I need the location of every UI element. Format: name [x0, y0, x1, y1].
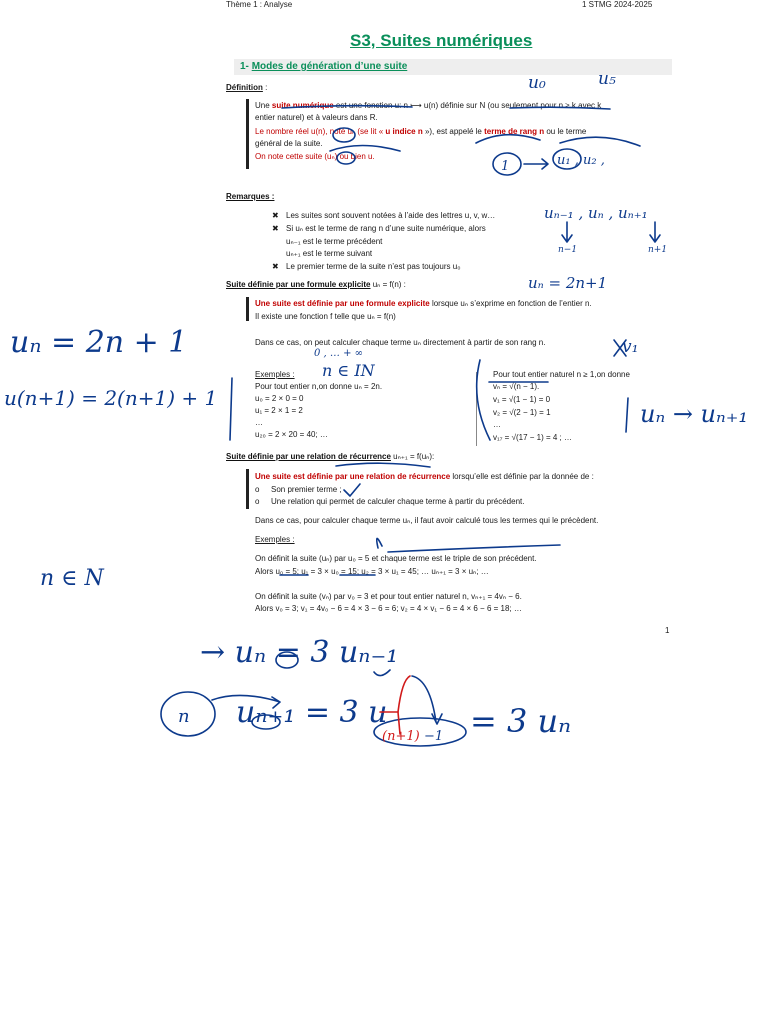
definition-line-1 — [255, 101, 601, 110]
hw-ranges: 0 , … + ∞ — [314, 348, 363, 359]
circle-bullet-icon: o — [255, 485, 260, 494]
remarque-4: uₙ₊₁ est le terme suivant — [286, 249, 373, 258]
explicite-heading: Suite définie par une formule explicite — [226, 280, 371, 289]
explicite-line-3: Dans ce cas, on peut calculer chaque terme uₙ directement à partir de son rang n. — [255, 338, 546, 347]
explicite-heading-row — [226, 280, 406, 289]
explicite-right-4: v₂ = √(2 − 1) = 1 — [493, 408, 551, 417]
page-number: 1 — [665, 626, 670, 635]
hw-recurrence-red: (n+1) — [382, 729, 420, 744]
def-l3c: »), est appelé le — [422, 127, 485, 136]
hw-nm1: n−1 — [558, 245, 578, 255]
def-l3d: terme de rang n — [484, 127, 545, 136]
header-class-year: 1 STMG 2024-2025 — [582, 0, 653, 9]
section-title — [240, 61, 407, 72]
explicite-line-1 — [255, 299, 592, 308]
rec-l1b: lorsqu’elle est définie par la donnée de : — [450, 472, 594, 481]
recurrence-examples-heading: Exemples : — [255, 535, 295, 544]
bullet-icon: ✖ — [272, 211, 279, 220]
def-l3e: ou le terme — [544, 127, 587, 136]
recurrence-line-2: Dans ce cas, pour calculer chaque terme uₙ, il faut avoir calculé tous les termes qui le précèdent. — [255, 516, 599, 525]
definition-bar — [246, 99, 249, 169]
section-heading: Modes de génération d’une suite — [251, 61, 408, 72]
examples-divider — [476, 372, 477, 446]
hw-np1: n+1 — [648, 245, 668, 255]
explicite-right-5: … — [493, 420, 501, 429]
explicite-right-3: v₁ = √(1 − 1) = 0 — [493, 395, 551, 404]
hw-recurrence-2: uₙ₊₁ = 3 u — [236, 695, 388, 730]
hw-arrow — [212, 695, 280, 708]
recurrence-example-1: On définit la suite (uₙ) par u₀ = 5 et chaque terme est le triple de son précédent. — [255, 554, 537, 563]
recurrence-item-2: Une relation qui permet de calculer chaque terme à partir du précédent. — [271, 497, 525, 506]
remarque-2: Si uₙ est le terme de rang n d’une suite numérique, alors — [286, 224, 486, 233]
hw-neighbours: uₙ₋₁ , uₙ , uₙ₊₁ — [544, 204, 648, 222]
explicite-left-4: … — [255, 418, 263, 427]
bullet-icon: ✖ — [272, 224, 279, 233]
remarque-3: uₙ₋₁ est le terme précédent — [286, 237, 383, 246]
explicite-bar — [246, 297, 249, 321]
circle-bullet-icon: o — [255, 497, 260, 506]
definition-line-2: entier naturel) et à valeurs dans R. — [255, 113, 378, 122]
def-l1b: suite numérique — [271, 101, 334, 110]
remarque-5: Le premier terme de la suite n’est pas toujours u₀ — [286, 262, 461, 271]
exp-l1a: Une suite est définie par une formule explicite — [255, 299, 430, 308]
hw-circle — [374, 718, 466, 746]
recurrence-example-4: Alors v₀ = 3; v₁ = 4v₀ − 6 = 4 × 3 − 6 = 6; v₂ = 4 × v₁ − 6 = 4 × 6 − 6 = 18; … — [255, 604, 522, 613]
explicite-heading-formula: uₙ = f(n) : — [370, 280, 406, 289]
recurrence-heading-formula: uₙ₊₁ = f(uₙ): — [390, 452, 435, 461]
def-l1a: Une — [255, 101, 272, 110]
hw-minus-1: −1 — [424, 729, 444, 744]
exp-l1b: lorsque uₙ s’exprime en fonction de l’entier n. — [429, 299, 592, 308]
explicite-left-1: Pour tout entier n,on donne uₙ = 2n. — [255, 382, 383, 391]
definition-heading: Définition — [226, 83, 263, 92]
def-l3a: Le nombre réel u(n), noté uₙ (se lit « — [255, 127, 386, 136]
explicite-right-2: vₙ = √(n − 1). — [493, 382, 540, 391]
hw-v1: v₁ — [622, 337, 639, 357]
explicite-right-6: v₁₇ = √(17 − 1) = 4 ; … — [493, 433, 572, 442]
hw-shifted-formula: u(n+1) = 2(n+1) + 1 — [4, 386, 218, 410]
section-number: 1- — [240, 61, 249, 72]
hw-n: n — [178, 706, 190, 727]
hw-recurrence-tail: = 3 uₙ — [470, 702, 572, 740]
definition-line-3 — [255, 127, 586, 136]
recurrence-item-1: Son premier terme ; — [271, 485, 342, 494]
hw-n-in-IN: n ∈ IN — [322, 361, 375, 380]
hw-seq: u₁ , u₂ , — [557, 153, 605, 168]
rec-l1a: Une suite est définie par une relation de récurrence — [255, 472, 451, 481]
recurrence-line-1 — [255, 472, 594, 481]
def-l1c: est une fonction u: n ⟼ u(n) définie sur N (ou seulement pour n ≥ k avec k — [333, 101, 602, 110]
definition-line-4: général de la suite. — [255, 139, 323, 148]
def-l3b: u indice n — [385, 127, 423, 136]
hw-u0: u₀ — [528, 73, 546, 93]
definition-colon: : — [262, 83, 268, 92]
hw-un-2n: uₙ = 2n+1 — [528, 274, 608, 292]
hw-u5: u₅ — [598, 69, 616, 89]
hw-one: 1 — [501, 159, 510, 174]
hw-recurrence-1: → uₙ = 3 uₙ₋₁ — [200, 635, 399, 670]
hw-explicit-formula: uₙ = 2n + 1 — [10, 325, 188, 360]
explicite-examples-heading: Exemples : — [255, 370, 295, 379]
hw-arrow — [412, 676, 442, 724]
definition-line-5: On note cette suite (uₙ) ou bien u. — [255, 152, 375, 161]
bullet-icon: ✖ — [272, 262, 279, 271]
explicite-line-2: Il existe une fonction f telle que uₙ = f(n) — [255, 312, 396, 321]
explicite-right-1: Pour tout entier naturel n ≥ 1,on donne — [493, 370, 630, 379]
explicite-left-5: u₂₀ = 2 × 20 = 40; … — [255, 430, 328, 439]
explicite-left-2: u₀ = 2 × 0 = 0 — [255, 394, 304, 403]
explicite-left-3: u₁ = 2 × 1 = 2 — [255, 406, 303, 415]
hw-red-link — [398, 676, 410, 734]
hw-circle — [161, 692, 215, 736]
hw-circle — [252, 715, 280, 729]
recurrence-heading: Suite définie par une relation de récurrence — [226, 452, 391, 461]
recurrence-bar — [246, 469, 249, 509]
hw-n-in-N: n ∈ N — [40, 566, 104, 591]
recurrence-heading-row — [226, 452, 434, 461]
recurrence-example-2: Alors u₀ = 5; u₁ = 3 × u₀ = 15; u₂ = 3 × u₁ = 45; … uₙ₊₁ = 3 × uₙ; … — [255, 567, 489, 576]
header-theme: Thème 1 : Analyse — [226, 0, 293, 9]
recurrence-example-3: On définit la suite (vₙ) par v₀ = 3 et pour tout entier naturel n, vₙ₊₁ = 4vₙ − 6. — [255, 592, 522, 601]
hw-un-to-un1: uₙ → uₙ₊₁ — [640, 400, 749, 428]
page-title: S3, Suites numériques — [350, 31, 533, 50]
remarques-heading: Remarques : — [226, 192, 275, 201]
definition-heading-row — [226, 83, 267, 92]
remarque-1: Les suites sont souvent notées à l’aide des lettres u, v, w… — [286, 211, 496, 220]
